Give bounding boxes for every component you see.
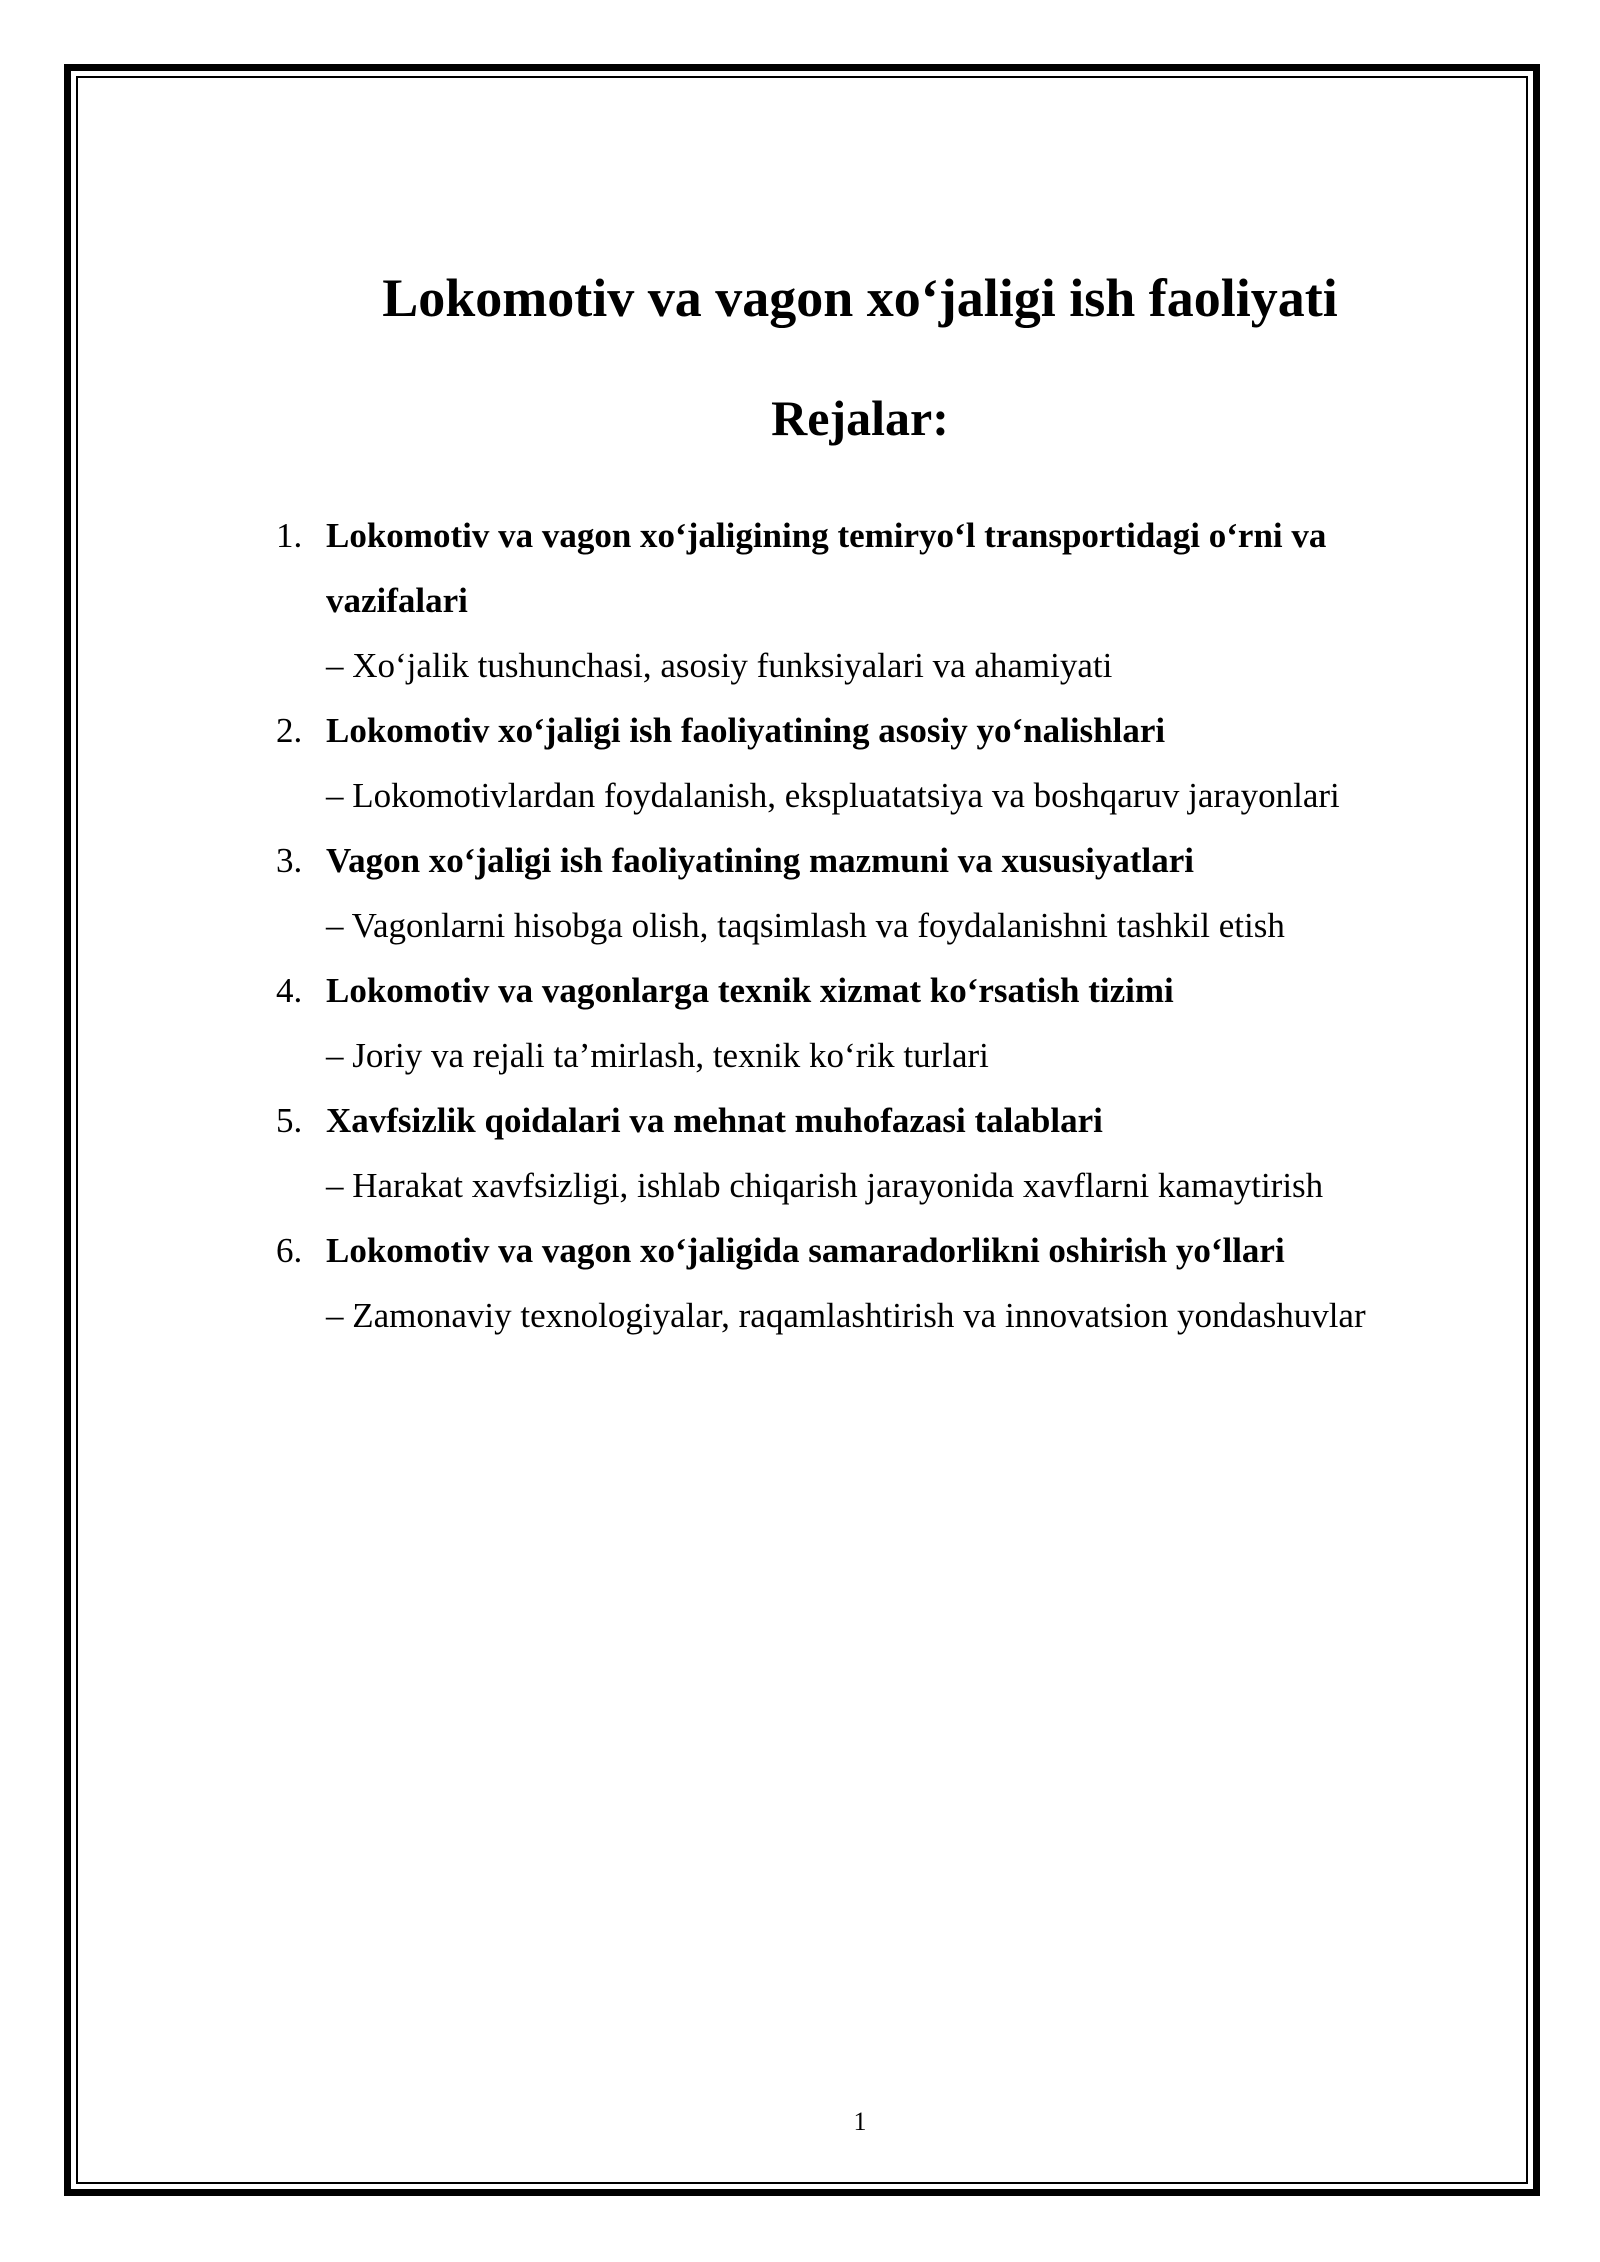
- plan-item-subtext: – Xo‘jalik tushunchasi, asosiy funksiyalari va ahamiyati: [326, 646, 1113, 685]
- plan-item-subtext: – Joriy va rejali ta’mirlash, texnik ko‘rik turlari: [326, 1036, 989, 1075]
- plan-item-number: 3.: [276, 841, 303, 880]
- plan-item-subtext: – Lokomotivlardan foydalanish, ekspluatatsiya va boshqaruv jarayonlari: [326, 776, 1340, 815]
- plan-item-heading: Lokomotiv va vagon xo‘jaligida samaradorlikni oshirish yo‘llari: [326, 1231, 1285, 1270]
- page-title: Lokomotiv va vagon xo‘jaligi ish faoliyati: [382, 268, 1338, 328]
- plan-item-2: [276, 698, 1476, 828]
- plan-item-heading: Lokomotiv xo‘jaligi ish faoliyatining asosiy yo‘nalishlari: [326, 711, 1166, 750]
- plan-list: [276, 503, 1476, 1348]
- plan-item-heading: Xavfsizlik qoidalari va mehnat muhofazasi talablari: [326, 1101, 1103, 1140]
- plan-item-4: [276, 958, 1476, 1088]
- plan-item-heading: Vagon xo‘jaligi ish faoliyatining mazmuni va xususiyatlari: [326, 841, 1194, 880]
- plan-item-subtext: – Harakat xavfsizligi, ishlab chiqarish jarayonida xavflarni kamaytirish: [326, 1166, 1324, 1205]
- page-subtitle: Rejalar:: [771, 390, 949, 446]
- plan-item-5: [276, 1088, 1476, 1218]
- plan-item-1: [276, 503, 1476, 698]
- plan-item-number: 1.: [276, 516, 303, 555]
- plan-item-heading: Lokomotiv va vagon xo‘jaligining temiryo‘l transportidagi o‘rni va vazifalari: [326, 516, 1327, 620]
- plan-item-3: [276, 828, 1476, 958]
- plan-item-heading: Lokomotiv va vagonlarga texnik xizmat ko‘rsatish tizimi: [326, 971, 1174, 1010]
- page-number: 1: [853, 2107, 867, 2136]
- plan-item-6: [276, 1218, 1476, 1348]
- plan-item-subtext: – Vagonlarni hisobga olish, taqsimlash va foydalanishni tashkil etish: [326, 906, 1285, 945]
- plan-item-subtext: – Zamonaviy texnologiyalar, raqamlashtirish va innovatsion yondashuvlar: [326, 1296, 1366, 1335]
- plan-item-number: 4.: [276, 971, 303, 1010]
- plan-item-number: 5.: [276, 1101, 303, 1140]
- plan-item-number: 6.: [276, 1231, 303, 1270]
- plan-item-number: 2.: [276, 711, 303, 750]
